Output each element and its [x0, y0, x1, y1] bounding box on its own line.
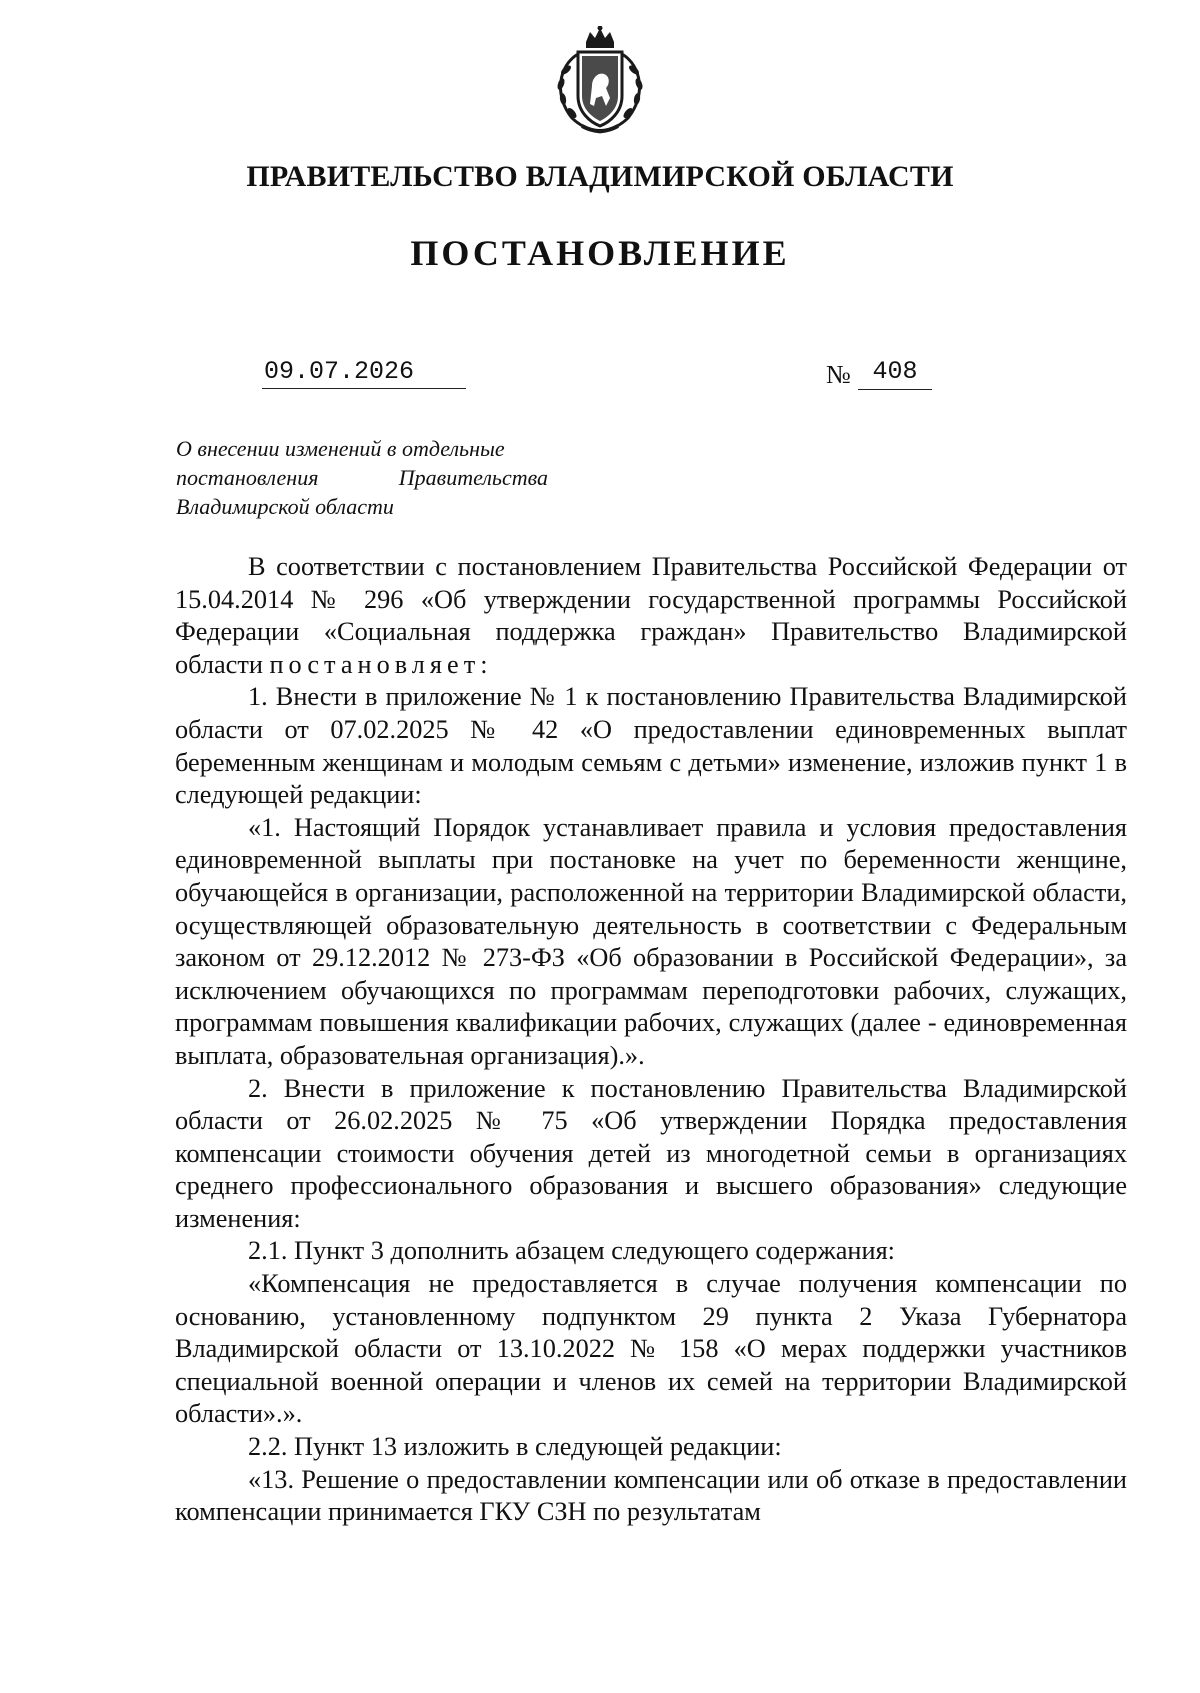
decree-word: постановляет: — [269, 649, 493, 679]
coat-of-arms-icon — [548, 26, 652, 138]
subject-line-2a: постановления — [176, 465, 319, 490]
preamble-text: В соответствии с постановлением Правительства Российской Федерации от 15.04.2014 № 296 «Об утверждении государственной программы Российской Федерации «Социальная поддержка граждан» Правительство Владимирской области — [175, 552, 1127, 679]
document-type-title: ПОСТАНОВЛЕНИЕ — [410, 233, 790, 273]
paragraph-1-quote: «1. Настоящий Порядок устанавливает правила и условия предоставления единовременной выплаты при постановке на учет по беременности женщине, обучающейся в организации, расположенной на территории Владимирской области, осуществляющей образовательную деятельность в соответствии с Федеральным законом от 29.12.2012 № 273-ФЗ «Об образовании в Российской Федерации», за исключением обучающихся по программам переподготовки рабочих, служащих, программам повышения квалификации рабочих, служащих (далее - единовременная выплата, образовательная организация).». — [175, 812, 1127, 1070]
subject-line-3: Владимирской области — [176, 494, 394, 519]
document-date: 09.07.2026 — [262, 355, 466, 389]
organization-title: ПРАВИТЕЛЬСТВО ВЛАДИМИРСКОЙ ОБЛАСТИ — [246, 160, 954, 193]
paragraph-2-2-quote: «13. Решение о предоставлении компенсации или об отказе в предоставлении компенсации принимается ГКУ СЗН по результатам — [175, 1464, 1127, 1527]
document-subject — [176, 434, 548, 521]
subject-line-1: О внесении изменений в отдельные — [176, 436, 505, 461]
paragraph-1: 1. Внести в приложение № 1 к постановлению Правительства Владимирской области от 07.02.2025 № 42 «О предоставлении единовременных выплат беременным женщинам и молодым семьям с детьми» изменение, изложив пункт 1 в следующей редакции: — [175, 682, 1127, 810]
preamble-paragraph — [175, 551, 1127, 681]
number-sign: № — [826, 360, 851, 389]
document-number: 408 — [858, 355, 932, 390]
paragraph-2-1-quote: «Компенсация не предоставляется в случае получения компенсации по основанию, установленному подпунктом 29 пункта 2 Указа Губернатора Владимирской области от 13.10.2022 № 158 «О мерах поддержки участников специальной военной операции и членов их семей на территории Владимирской области».». — [175, 1269, 1127, 1429]
document-body — [175, 551, 1127, 1529]
subject-line-2 — [176, 463, 548, 492]
subject-line-2b: Правительства — [398, 465, 548, 490]
paragraph-2: 2. Внести в приложение к постановлению Правительства Владимирской области от 26.02.2025 № 75 «Об утверждении Порядка предоставления компенсации стоимости обучения детей из многодетной семьи в организациях среднего профессионального образования и высшего образования» следующие изменения: — [175, 1073, 1127, 1233]
paragraph-2-1: 2.1. Пункт 3 дополнить абзацем следующего содержания: — [248, 1236, 895, 1266]
paragraph-2-2: 2.2. Пункт 13 изложить в следующей редакции: — [248, 1432, 782, 1462]
